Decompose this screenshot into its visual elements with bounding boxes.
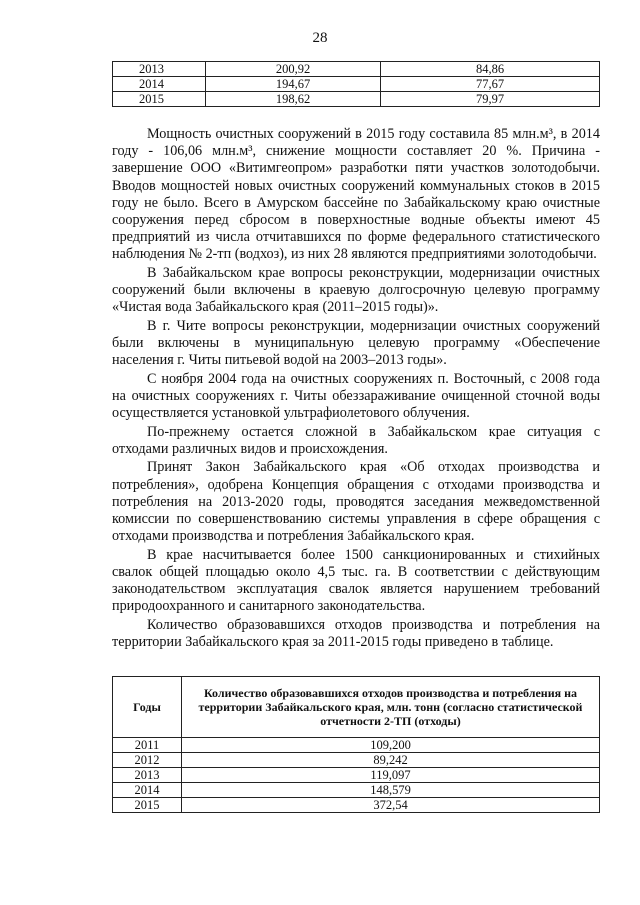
header-value: Количество образовавшихся отходов производства и потребления на территории Забайкальского края, млн. тонн (согласно статистической отчетности 2-ТП (отходы) xyxy=(182,677,600,738)
paragraph: В крае насчитывается более 1500 санкционированных и стихийных свалок общей площадью около 4,5 тыс. га. В соответствии с действующим законодательством эксплуатация свалок является нарушением требований природоохранного и санитарного законодательства. xyxy=(112,546,600,615)
value-cell: 194,67 xyxy=(206,77,381,92)
waste-table xyxy=(112,676,600,813)
paragraph: С ноября 2004 года на очистных сооружениях п. Восточный, с 2008 года на очистных сооружениях г. Читы обеззараживание очищенной сточной воды осуществляется установкой ультрафиолетового облучения. xyxy=(112,370,600,422)
paragraph: Количество образовавшихся отходов производства и потребления на территории Забайкальского края за 2011-2015 годы приведено в таблице. xyxy=(112,616,600,650)
value-cell: 84,86 xyxy=(381,62,600,77)
table-row xyxy=(113,62,600,77)
year-cell: 2013 xyxy=(113,768,182,783)
paragraph: Мощность очистных сооружений в 2015 году составила 85 млн.м³, в 2014 году - 106,06 млн.м³, снижение мощности составляет 20 %. Причина - завершение ООО «Витимгеопром» разработки пяти участков золотодобычи. Вводов мощностей новых очистных сооружений коммунальных стоков в 2015 году не было. Всего в Амурском бассейне по Забайкальскому краю очистные сооружения перед сбросом в поверхностные водные объекты имеют 45 предприятий из числа отчитавшихся по форме федерального статистического наблюдения № 2-тп (водхоз), из них 28 являются предприятиями золотодобычи. xyxy=(112,126,600,263)
table-row xyxy=(113,738,600,753)
paragraph: Принят Закон Забайкальского края «Об отходах производства и потребления», одобрена Концепция обращения с отходами производства и потребления на 2013-2020 годы, проводятся заседания межведомственной комиссии по совершенствованию системы управления в сфере обращения с отходами производства и потребления Забайкальского края. xyxy=(112,459,600,545)
header-years: Годы xyxy=(113,677,182,738)
paragraph: В Забайкальском крае вопросы реконструкции, модернизации очистных сооружений были включены в краевую долгосрочную целевую программу «Чистая вода Забайкальского края (2011–2015 годы)». xyxy=(112,264,600,316)
table-row xyxy=(113,768,600,783)
value-cell: 372,54 xyxy=(182,798,600,813)
year-cell: 2014 xyxy=(113,77,206,92)
year-cell: 2015 xyxy=(113,92,206,107)
value-cell: 109,200 xyxy=(182,738,600,753)
paragraph: В г. Чите вопросы реконструкции, модернизации очистных сооружений были включены в муниципальную целевую программу «Обеспечение населения г. Читы питьевой водой на 2003–2013 годы». xyxy=(112,317,600,369)
year-cell: 2015 xyxy=(113,798,182,813)
table-header-row xyxy=(113,677,600,738)
year-cell: 2011 xyxy=(113,738,182,753)
value-cell: 79,97 xyxy=(381,92,600,107)
value-cell: 77,67 xyxy=(381,77,600,92)
paragraph: По-прежнему остается сложной в Забайкальском крае ситуация с отходами различных видов и происхождения. xyxy=(112,423,600,457)
value-cell: 200,92 xyxy=(206,62,381,77)
top-table xyxy=(112,61,600,107)
table-row xyxy=(113,753,600,768)
value-cell: 198,62 xyxy=(206,92,381,107)
body-text xyxy=(112,126,600,652)
value-cell: 89,242 xyxy=(182,753,600,768)
year-cell: 2012 xyxy=(113,753,182,768)
year-cell: 2013 xyxy=(113,62,206,77)
table-row xyxy=(113,798,600,813)
value-cell: 119,097 xyxy=(182,768,600,783)
year-cell: 2014 xyxy=(113,783,182,798)
table-row xyxy=(113,77,600,92)
page-number: 28 xyxy=(312,30,328,46)
value-cell: 148,579 xyxy=(182,783,600,798)
table-row xyxy=(113,783,600,798)
table-row xyxy=(113,92,600,107)
